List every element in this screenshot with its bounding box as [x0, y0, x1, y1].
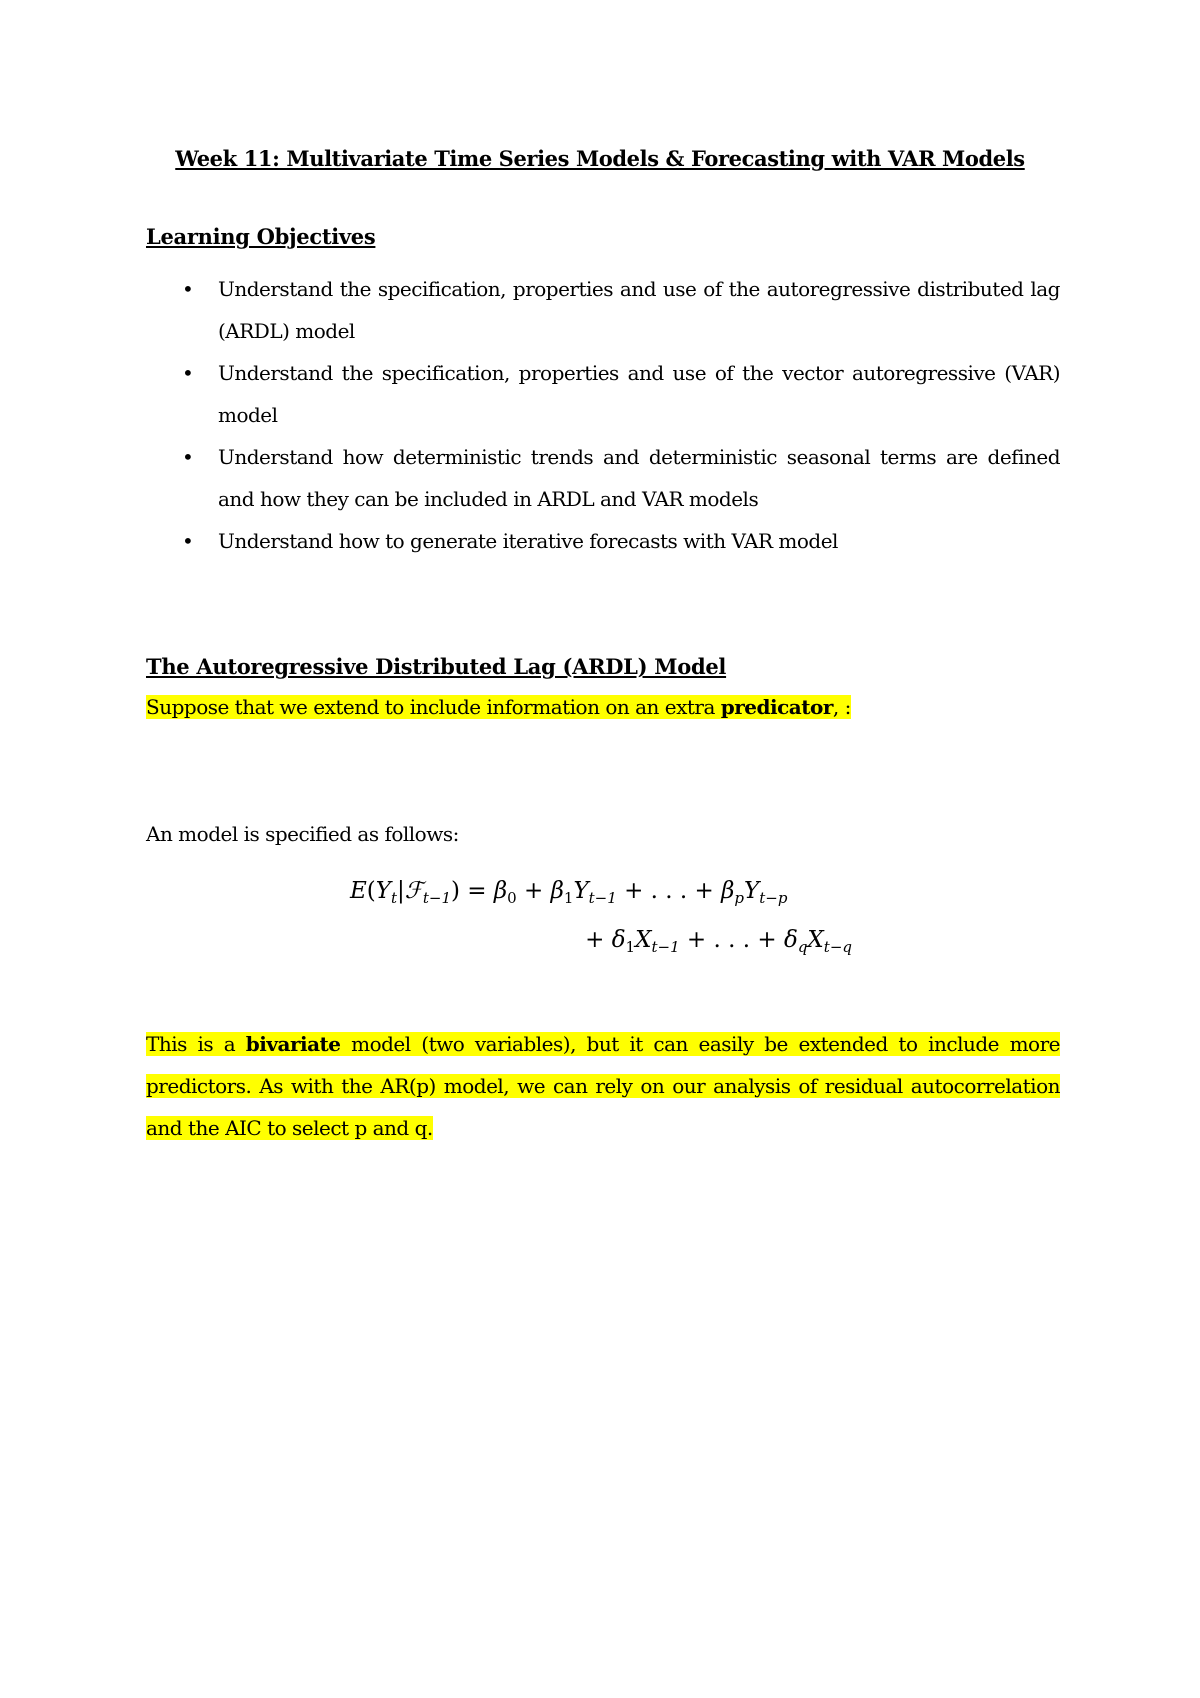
bullet-icon: •: [182, 277, 194, 301]
bullet-icon: •: [182, 445, 194, 469]
objective-text: Understand the specification, properties and use of the vector autoregressive (VAR) model: [218, 361, 1060, 427]
intro-text-end: , :: [832, 695, 851, 719]
ardl-intro: [146, 686, 1060, 728]
bivariate-note: [146, 1023, 1060, 1149]
learning-objectives-heading: Learning Objectives: [146, 224, 376, 249]
objective-text: Understand the specification, properties and use of the autoregressive distributed lag (ARDL) model: [218, 277, 1060, 343]
intro-bold: predicator: [720, 695, 833, 719]
bullet-icon: •: [182, 529, 194, 553]
list-item: [146, 436, 1060, 520]
list-item: [146, 520, 1060, 562]
objectives-list: [146, 268, 1060, 562]
model-spec-line: An model is specified as follows:: [146, 822, 459, 846]
ardl-formula: [350, 870, 870, 968]
formula-line-1: $E(Y_t|ℱ_{t-1}) = \beta_0 + \beta_1Y_{t-1}$ + . . . + $\beta_pY_{t-p}$: [350, 878, 788, 907]
objective-text: Understand how deterministic trends and deterministic seasonal terms are defined and how they can be included in ARDL and VAR models: [218, 445, 1060, 511]
note-text: This is a: [146, 1032, 246, 1056]
note-text-end: model (two variables), but it can easily be extended to include more predictors. As with the AR(p) model, we can rely on our analysis of residual autocorrelation and the AIC to select p and q.: [146, 1032, 1060, 1140]
formula-line-2: + $\delta_1X_{t-1}$ + . . . + $\delta_qX_{t-q}$: [585, 927, 852, 956]
page-title: Week 11: Multivariate Time Series Models & Forecasting with VAR Models: [175, 146, 1025, 171]
ardl-heading: The Autoregressive Distributed Lag (ARDL) Model: [146, 654, 727, 679]
bullet-icon: •: [182, 361, 194, 385]
list-item: [146, 352, 1060, 436]
note-bold: bivariate: [245, 1032, 341, 1056]
objective-text: Understand how to generate iterative forecasts with VAR model: [218, 529, 838, 553]
intro-text: Suppose that we extend to include information on an extra: [146, 695, 721, 719]
list-item: [146, 268, 1060, 352]
